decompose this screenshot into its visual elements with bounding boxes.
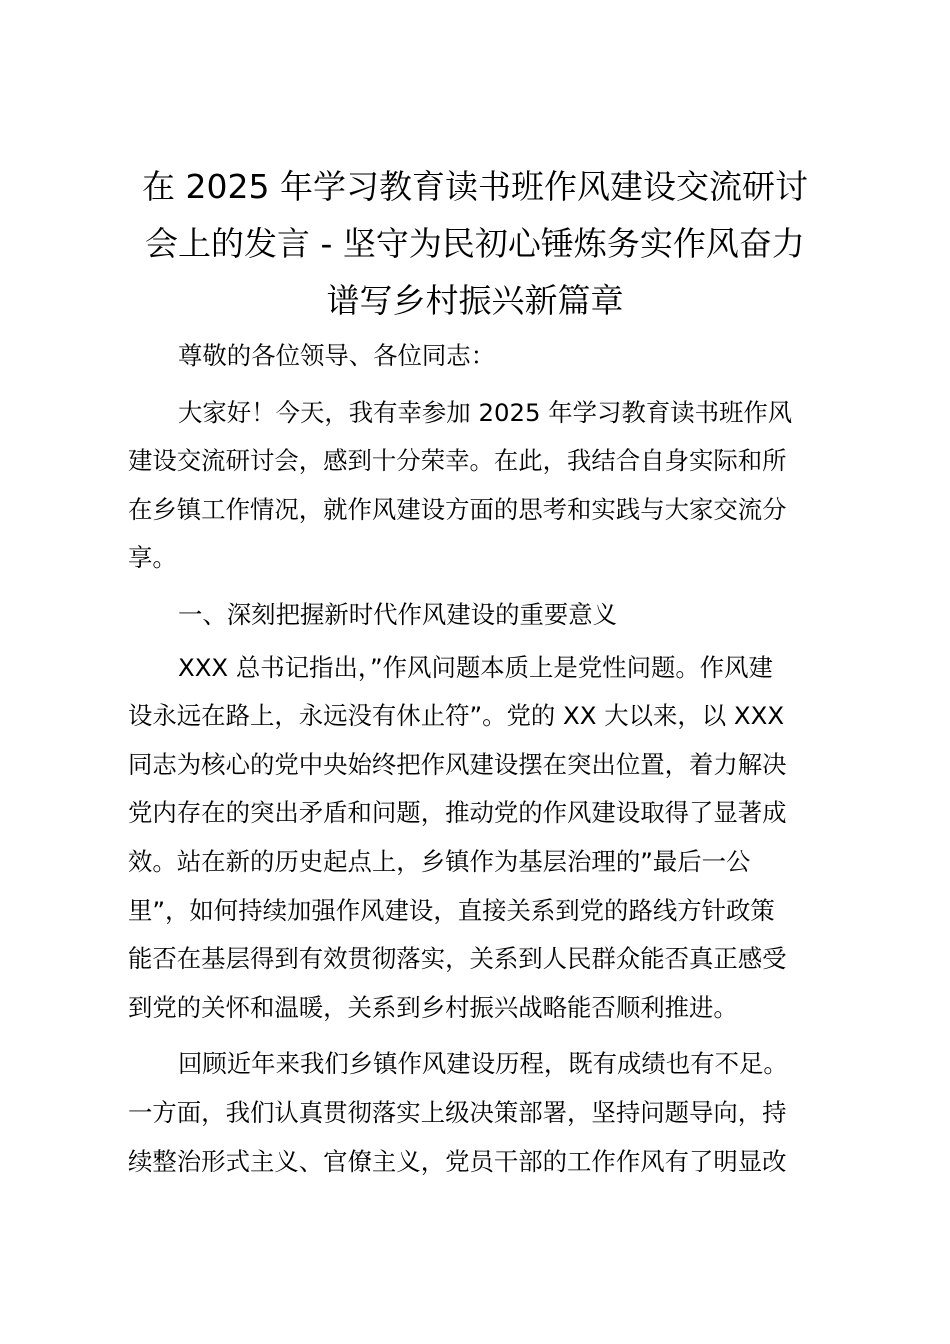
paragraph-line: 建设交流研讨会，感到十分荣幸。在此，我结合自身实际和所 (128, 446, 787, 476)
section-heading (128, 591, 830, 640)
paragraph-line: 大家好！今天，我有幸参加 2025 年学习教育读书班作风 (178, 397, 793, 427)
title-line: 谱写乡村振兴新篇章 (326, 281, 624, 320)
section-heading-text: 一、深刻把握新时代作风建设的重要意义 (178, 599, 618, 629)
salutation-text: 尊敬的各位领导、各位同志： (178, 341, 496, 370)
paragraph-line: 设永远在路上，永远没有休止符”。党的 XX 大以来，以 XXX (128, 701, 785, 731)
paragraph-line: 到党的关怀和温暖，关系到乡村振兴战略能否顺利推进。 (128, 992, 738, 1022)
paragraph-opening (128, 389, 830, 583)
salutation (128, 332, 830, 381)
document-body (128, 332, 830, 1186)
paragraph-line: 续整治形式主义、官僚主义，党员干部的工作作风有了明显改 (128, 1146, 787, 1176)
paragraph-line: 享。 (128, 543, 177, 573)
paragraph-line: 能否在基层得到有效贯彻落实，关系到人民群众能否真正感受 (128, 944, 787, 974)
title-line: 在 2025 年学习教育读书班作风建设交流研讨 (142, 167, 808, 206)
paragraph-line: 回顾近年来我们乡镇作风建设历程，既有成绩也有不足。 (178, 1049, 788, 1079)
document-title (120, 158, 830, 329)
paragraph-line: XXX 总书记指出，”作风问题本质上是党性问题。作风建 (178, 652, 773, 682)
paragraph-line: 里”，如何持续加强作风建设，直接关系到党的路线方针政策 (128, 895, 775, 925)
paragraph-line: 同志为核心的党中央始终把作风建设摆在突出位置，着力解决 (128, 749, 787, 779)
paragraph-review (128, 1040, 830, 1186)
paragraph-line: 在乡镇工作情况，就作风建设方面的思考和实践与大家交流分 (128, 494, 787, 524)
paragraph-line: 一方面，我们认真贯彻落实上级决策部署，坚持问题导向，持 (128, 1097, 787, 1127)
paragraph-line: 党内存在的突出矛盾和问题，推动党的作风建设取得了显著成 (128, 798, 787, 828)
paragraph-significance (128, 644, 830, 1033)
title-line: 会上的发言 - 坚守为民初心锤炼务实作风奋力 (145, 224, 805, 263)
paragraph-line: 效。站在新的历史起点上，乡镇作为基层治理的”最后一公 (128, 846, 751, 876)
